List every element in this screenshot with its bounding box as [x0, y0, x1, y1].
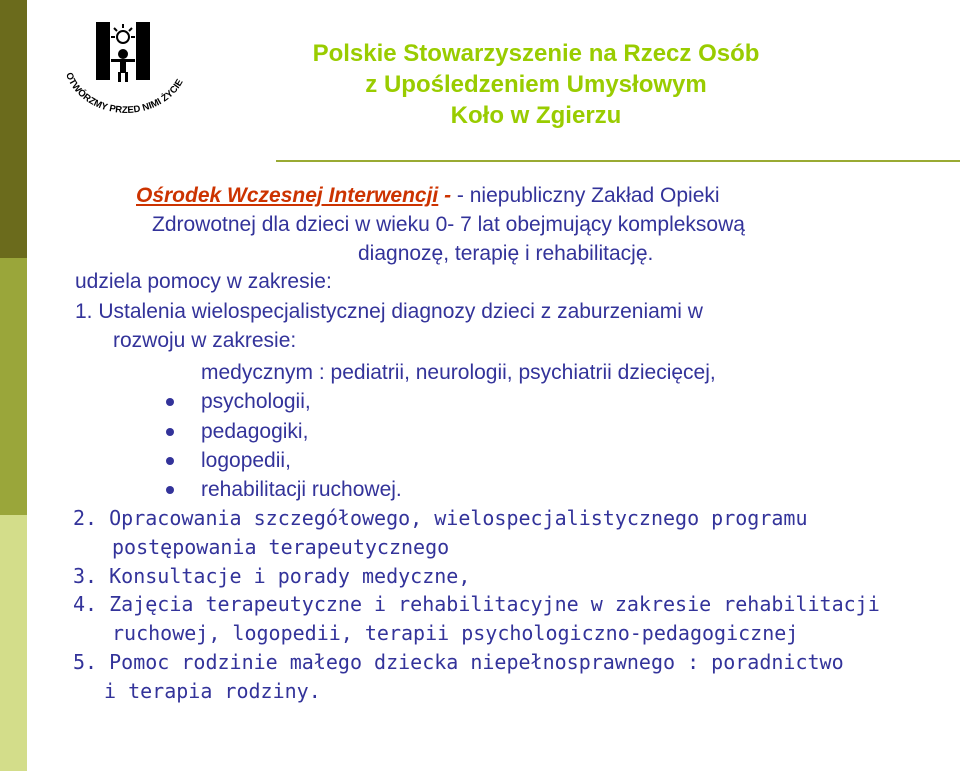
item-2-line-1: 2. Opracowania szczegółowego, wielospecjalistycznego programu — [73, 506, 808, 530]
bullet-item-speech-therapy: logopedii, — [201, 449, 291, 472]
person-icon — [111, 49, 135, 82]
header-divider — [276, 160, 960, 162]
organization-title — [236, 38, 836, 131]
center-name: Ośrodek Wczesnej Interwencji — [136, 184, 439, 207]
item-1-line-1: 1. Ustalenia wielospecjalistycznej diagnozy dzieci z zaburzeniami w — [75, 300, 703, 323]
org-title-line-1: Polskie Stowarzyszenie na Rzecz Osób — [312, 40, 760, 67]
center-name-dash: - — [438, 184, 452, 207]
bullet-icon — [166, 428, 174, 436]
org-title-line-2: z Upośledzeniem Umysłowym — [365, 71, 707, 98]
bullet-icon — [166, 398, 174, 406]
item-1-line-3: medycznym : pediatrii, neurologii, psychiatrii dziecięcej, — [201, 361, 716, 384]
item-4-line-2: ruchowej, logopedii, terapii psychologiczno-pedagogicznej — [112, 621, 799, 645]
left-bar-top — [0, 0, 27, 258]
item-5-line-1: 5. Pomoc rodzinie małego dziecka niepełnosprawnego : poradnictwo — [73, 650, 844, 674]
sun-icon — [111, 24, 135, 43]
svg-text:OTWÓRZMY PRZED NIMI ŻYCIE — [63, 71, 186, 116]
bullet-item-pedagogy: pedagogiki, — [201, 420, 309, 443]
intro-line-1 — [136, 182, 720, 210]
bullet-icon — [166, 457, 174, 465]
bullet-item-rehabilitation: rehabilitacji ruchowej. — [201, 478, 402, 501]
item-5-line-2: i terapia rodziny. — [104, 679, 321, 703]
left-bar-middle — [0, 258, 27, 515]
bullet-item-psychology: psychologii, — [201, 390, 311, 413]
organization-logo — [60, 12, 195, 137]
item-3-line-1: 3. Konsultacje i porady medyczne, — [73, 564, 471, 588]
intro-line-2: Zdrowotnej dla dzieci w wieku 0- 7 lat obejmujący kompleksową — [152, 213, 745, 236]
help-heading: udziela pomocy w zakresie: — [75, 270, 332, 293]
bullet-icon — [166, 486, 174, 494]
left-bar-bottom — [0, 515, 27, 771]
logo-arc-text: OTWÓRZMY PRZED NIMI ŻYCIE — [63, 71, 186, 116]
intro-line-3: diagnozę, terapię i rehabilitację. — [358, 242, 654, 265]
org-title-line-3: Koło w Zgierzu — [450, 102, 622, 129]
item-4-line-1: 4. Zajęcia terapeutyczne i rehabilitacyjne w zakresie rehabilitacji — [73, 592, 880, 616]
intro-description: - niepubliczny Zakład Opieki — [451, 184, 720, 207]
item-2-line-2: postępowania terapeutycznego — [112, 535, 450, 559]
item-1-line-2: rozwoju w zakresie: — [113, 329, 297, 352]
